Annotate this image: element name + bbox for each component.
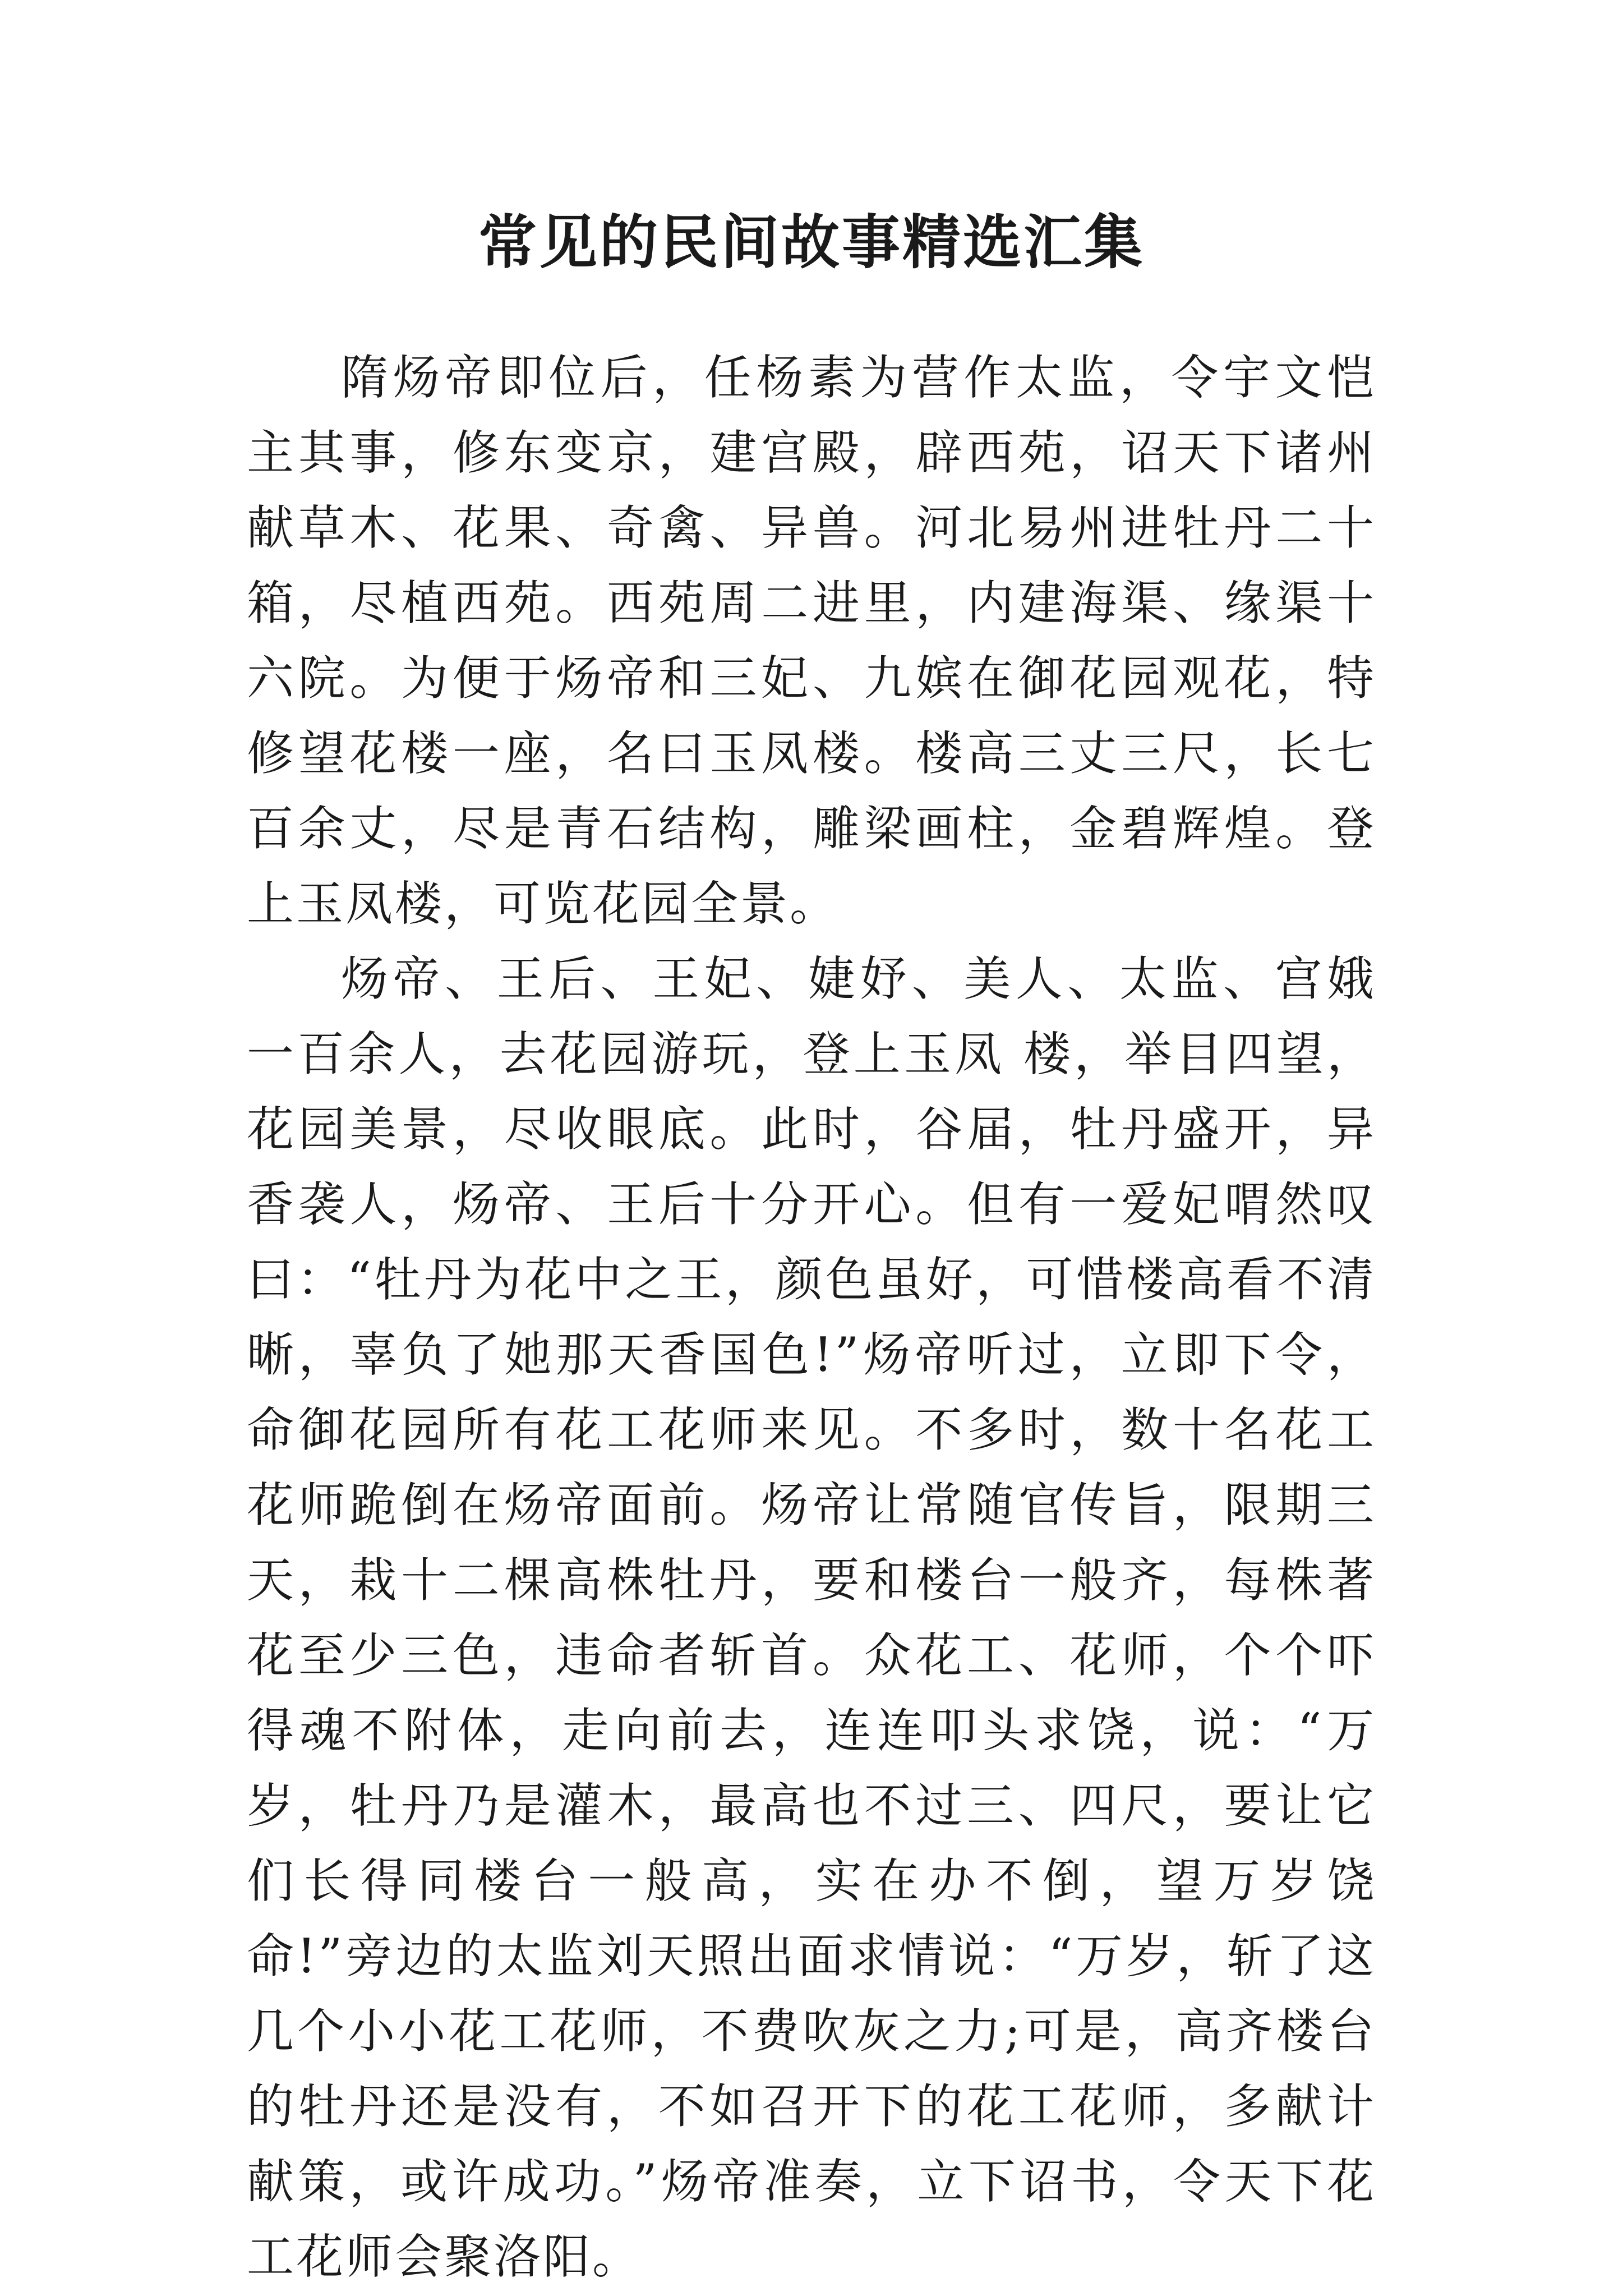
paragraph: 炀帝、王后、王妃、婕妤、美人、太监、宫娥一百余人，去花园游玩，登上玉凤 楼，举目四望，花园美景，尽收眼底。此时，谷届，牡丹盛开，异香袭人，炀帝、王后十分开心。但有一爱妃喟然叹曰：“牡丹为花中之王，颜色虽好，可惜楼高看不清晰，辜负了她那天香国色!”炀帝听过，立即下令，命御花园所有花工花师来见。不多时，数十名花工花师跪倒在炀帝面前。炀帝让常随官传旨，限期三天，栽十二棵高株牡丹，要和楼台一般齐，每株著花至少三色，违命者斩首。众花工、花师，个个吓得魂不附体，走向前去，连连叩头求饶，说：“万岁，牡丹乃是灌木，最高也不过三、四尺，要让它们长得同楼台一般高，实在办不倒，望万岁饶命!”旁边的太监刘天照出面求情说：“万岁，斩了这几个小小花工花师，不费吹灰之力;可是，高齐楼台的牡丹还是没有，不如召开下的花工花师，多献计献策，或许成功。”炀帝准奏，立下诏书，令天下花工花师会聚洛阳。 [247, 951, 1376, 2284]
paragraph: 隋炀帝即位后，任杨素为营作太监，令宇文恺主其事，修东变京，建宫殿，辟西苑，诏天下诸州献草木、花果、奇禽、异兽。河北易州进牡丹二十箱，尽植西苑。西苑周二进里，内建海渠、缘渠十六院。为便于炀帝和三妃、九嫔在御花园观花，特修望花楼一座，名曰玉凤楼。楼高三丈三尺，长七百余丈，尽是青石结构，雕梁画柱，金碧辉煌。登上玉凤楼，可览花园全景。 [247, 350, 1376, 931]
document-title: 常见的民间故事精选汇集 [478, 208, 1145, 277]
document-body [247, 340, 1376, 2294]
